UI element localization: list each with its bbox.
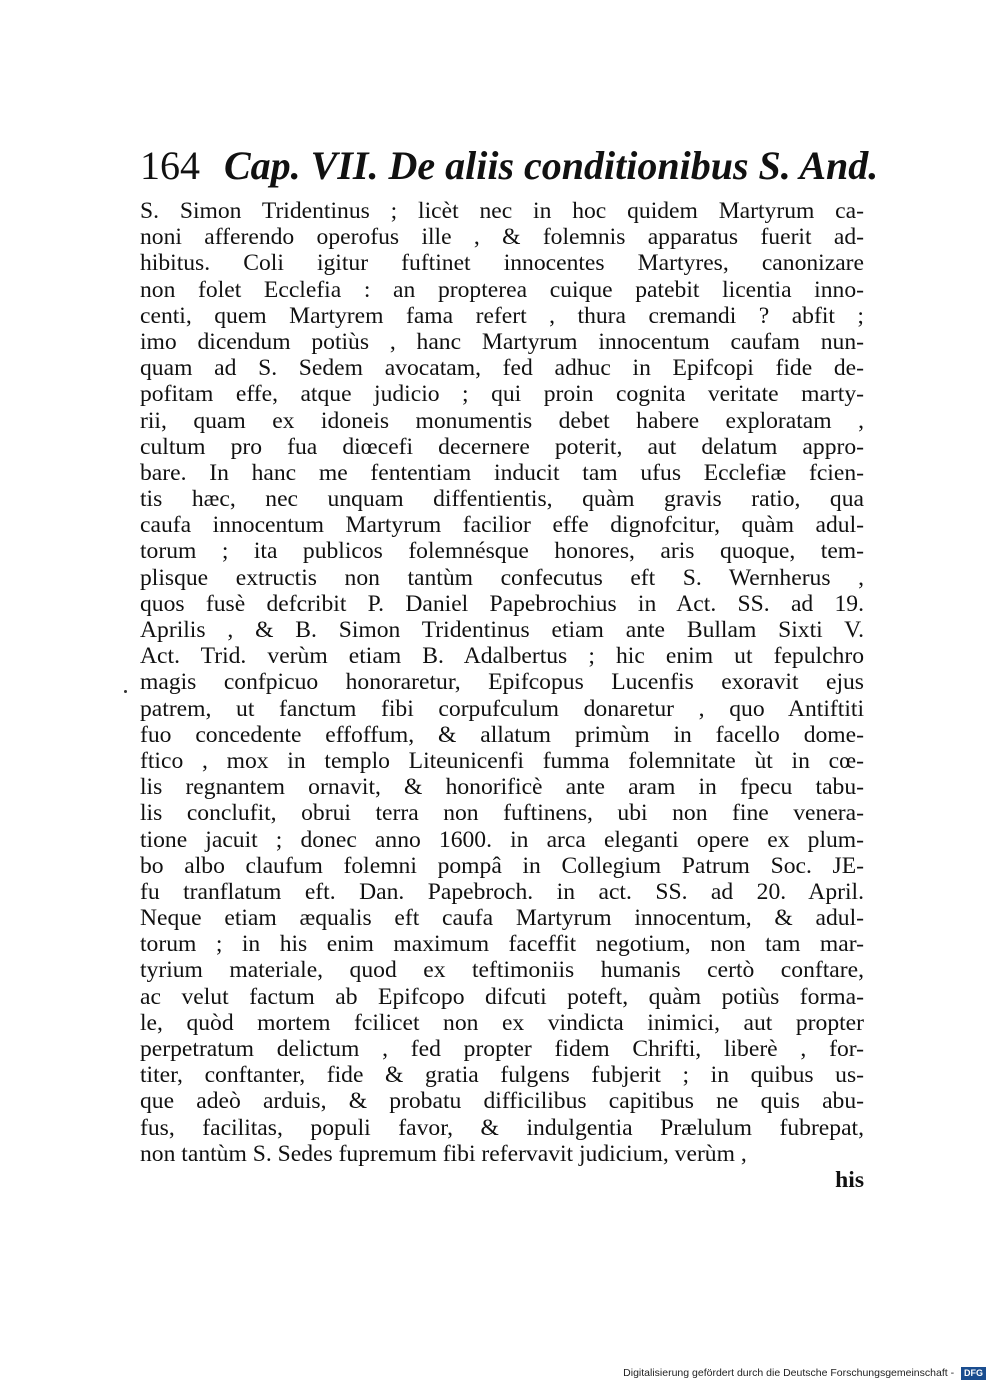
- chapter-title: Cap. VII. De aliis conditionibus S. And.: [224, 143, 879, 188]
- text-line: quam ad S. Sedem avocatam, fed adhuc in Epifcopi fide de-: [140, 355, 864, 382]
- dfg-logo: DFG: [961, 1367, 986, 1380]
- body-text: [140, 198, 864, 1193]
- text-line: fu tranflatum eft. Dan. Papebroch. in act. SS. ad 20. April.: [140, 878, 864, 905]
- text-line: titer, conftanter, fide & gratia fulgens fubjerit ; in quibus us-: [140, 1062, 864, 1089]
- text-line: magis confpicuo honoraretur, Epifcopus Lucenfis exoravit ejus: [140, 669, 864, 696]
- footer-credit: Digitalisierung gefördert durch die Deutsche Forschungsgemeinschaft -: [623, 1367, 955, 1379]
- text-line: ftico , mox in templo Liteunicenfi fumma folemnitate ùt in cœ-: [140, 747, 864, 774]
- text-line: bare. In hanc me fententiam inducit tam ufus Ecclefiæ fcien-: [140, 459, 864, 486]
- text-line: ac velut factum ab Epifcopo difcuti poteft, quàm potiùs forma-: [140, 983, 864, 1010]
- text-line: que adeò arduis, & probatu difficilibus capitibus ne quis abu-: [140, 1088, 864, 1115]
- text-line: imo dicendum potiùs , hanc Martyrum innocentum caufam nun-: [140, 328, 864, 355]
- text-line: fuo concedente effoffum, & allatum primùm in facello dome-: [140, 721, 864, 748]
- text-line: Aprilis , & B. Simon Tridentinus etiam ante Bullam Sixti V.: [140, 617, 864, 643]
- text-line: tyrium materiale, quod ex teftimoniis humanis certò conftare,: [140, 957, 864, 984]
- text-line: quos fusè defcribit P. Daniel Papebrochius in Act. SS. ad 19.: [140, 590, 864, 617]
- text-line: tione jacuit ; donec anno 1600. in arca eleganti opere ex plum-: [140, 826, 864, 853]
- page-number: 164: [140, 143, 200, 188]
- text-line: plisque extructis non tantùm confecutus eft S. Wernherus ,: [140, 564, 864, 591]
- text-line: bo albo claufum folemni pompâ in Collegium Patrum Soc. JE-: [140, 852, 864, 879]
- text-line: non tantùm S. Sedes fupremum fibi refervavit judicium, verùm ,: [140, 1140, 747, 1167]
- text-line: perpetratum delictum , fed propter fidem Chrifti, liberè , for-: [140, 1036, 864, 1062]
- text-line: tis hæc, nec unquam diffentientis, quàm gravis ratio, qua: [140, 486, 864, 513]
- text-line: S. Simon Tridentinus ; licèt nec in hoc quidem Martyrum ca-: [140, 198, 864, 224]
- text-line: pofitam effe, atque judicio ; qui proin cognita veritate marty-: [140, 381, 864, 408]
- text-line: Neque etiam æqualis eft caufa Martyrum innocentum, & adul-: [140, 905, 864, 932]
- text-line: non folet Ecclefia : an propterea cuique patebit licentia inno-: [140, 276, 864, 303]
- text-line: lis regnantem ornavit, & honorificè ante aram in fpecu tabu-: [140, 774, 864, 801]
- text-line: cultum pro fua diœcefi decernere poterit, aut delatum appro-: [140, 433, 864, 460]
- running-header: [140, 140, 879, 192]
- text-line: hibitus. Coli igitur fuftinet innocentes Martyres, canonizare: [140, 250, 864, 277]
- text-line: centi, quem Martyrem fama refert , thura cremandi ? abfit ;: [140, 302, 864, 329]
- digitization-footer: [623, 1365, 986, 1381]
- text-line: Act. Trid. verùm etiam B. Adalbertus ; hic enim ut fepulchro: [140, 643, 864, 670]
- text-line: patrem, ut fanctum fibi corpufculum donaretur , quo Antiftiti: [140, 695, 864, 722]
- text-line: le, quòd mortem fcilicet non ex vindicta inimici, aut propter: [140, 1009, 864, 1036]
- catchword: his: [835, 1166, 864, 1193]
- print-speck: [124, 690, 127, 693]
- text-line: lis conclufit, obrui terra non fuftinens, ubi non fine venera-: [140, 800, 864, 827]
- text-line: torum ; ita publicos folemnésque honores, aris quoque, tem-: [140, 538, 864, 565]
- text-line: fus, facilitas, populi favor, & indulgentia Prælulum fubrepat,: [140, 1114, 864, 1141]
- text-line: rii, quam ex idoneis monumentis debet habere exploratam ,: [140, 407, 864, 434]
- text-line: torum ; in his enim maximum faceffit negotium, non tam mar-: [140, 931, 864, 958]
- text-line: caufa innocentum Martyrum facilior effe dignofcitur, quàm adul-: [140, 512, 864, 539]
- text-line: noni afferendo operofus ille , & folemnis apparatus fuerit ad-: [140, 224, 864, 251]
